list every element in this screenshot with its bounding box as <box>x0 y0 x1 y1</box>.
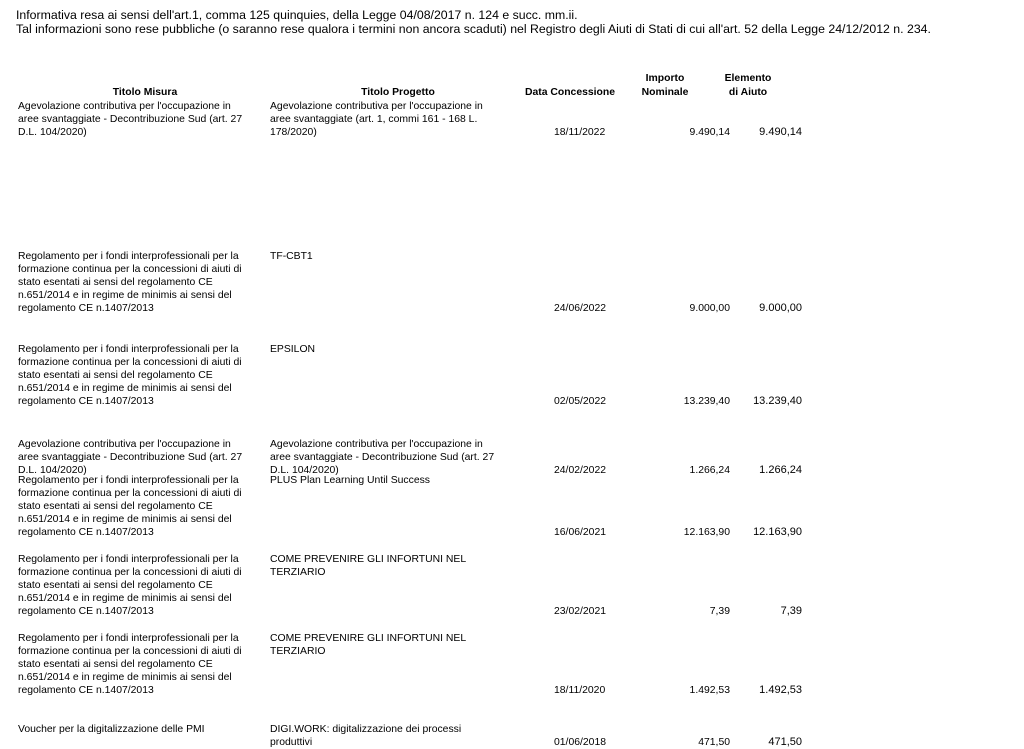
cell-importo-nominale: 471,50 <box>698 737 730 748</box>
cell-titolo-misura <box>18 100 270 139</box>
cell-data-concessione: 01/06/2018 <box>554 737 607 748</box>
cell-titolo-progetto-line: EPSILON <box>270 344 316 355</box>
cell-titolo-misura-line: n.651/2014 e in regime de minimis ai sensi del <box>18 383 232 394</box>
intro-text <box>16 8 931 36</box>
table-row <box>18 438 802 477</box>
table-row <box>18 474 802 539</box>
cell-titolo-progetto-line: aree svantaggiate (art. 1, commi 161 - 168 L. <box>270 114 478 125</box>
cell-titolo-misura-line: stato esentati ai sensi del regolamento CE <box>18 501 213 512</box>
cell-elemento-aiuto: 1.266,24 <box>759 464 802 476</box>
cell-titolo-misura-line: Regolamento per i fondi interprofessionali per la <box>18 251 239 262</box>
cell-elemento-aiuto: 9.490,14 <box>759 126 802 138</box>
cell-data-concessione: 18/11/2020 <box>554 685 606 696</box>
cell-titolo-misura <box>18 723 270 749</box>
cell-titolo-misura-line: aree svantaggiate - Decontribuzione Sud (art. 27 <box>18 452 243 463</box>
intro-line-2: Tal informazioni sono rese pubbliche (o saranno rese qualora i termini non ancora scaduti) nel Registro degli Aiuti di Stati di cui all'art. 52 della Legge 24/12/2012 n. 234. <box>16 22 931 36</box>
cell-titolo-progetto-line: D.L. 104/2020) <box>270 465 339 476</box>
cell-importo-nominale: 7,39 <box>709 606 730 617</box>
header-titolo-misura: Titolo Misura <box>112 87 178 98</box>
cell-titolo-misura-line: n.651/2014 e in regime de minimis ai sensi del <box>18 593 232 604</box>
cell-titolo-misura-line: aree svantaggiate - Decontribuzione Sud (art. 27 <box>18 114 243 125</box>
cell-titolo-misura-line: regolamento CE n.1407/2013 <box>18 685 154 696</box>
cell-titolo-misura-line: Regolamento per i fondi interprofessionali per la <box>18 554 239 565</box>
cell-elemento-aiuto: 471,50 <box>768 736 802 748</box>
cell-titolo-misura-line: formazione continua per la concessioni di aiuti di <box>18 567 242 578</box>
cell-titolo-misura-line: Regolamento per i fondi interprofessionali per la <box>18 475 239 486</box>
cell-titolo-misura-line: stato esentati ai sensi del regolamento CE <box>18 659 213 670</box>
cell-importo-nominale: 9.000,00 <box>689 303 730 314</box>
cell-titolo-progetto-line: COME PREVENIRE GLI INFORTUNI NEL TERZIARIO <box>270 554 466 578</box>
cell-titolo-misura-line: n.651/2014 e in regime de minimis ai sensi del <box>18 290 232 301</box>
cell-titolo-progetto <box>270 553 520 618</box>
cell-titolo-progetto <box>270 100 520 139</box>
cell-titolo-progetto-line: PLUS Plan Learning Until Success <box>270 475 430 486</box>
cell-titolo-progetto-line: aree svantaggiate - Decontribuzione Sud (art. 27 <box>270 452 495 463</box>
table-row <box>18 632 802 697</box>
cell-titolo-misura-line: regolamento CE n.1407/2013 <box>18 606 154 617</box>
cell-titolo-progetto <box>270 438 520 477</box>
cell-titolo-progetto <box>270 632 520 697</box>
table-row <box>18 100 802 139</box>
cell-titolo-misura <box>18 343 270 408</box>
cell-titolo-progetto <box>270 723 520 749</box>
cell-titolo-misura-line: formazione continua per la concessioni di aiuti di <box>18 264 242 275</box>
cell-titolo-misura-line: Regolamento per i fondi interprofessionali per la <box>18 633 239 644</box>
cell-importo-nominale: 1.266,24 <box>689 465 730 476</box>
cell-titolo-misura-line: regolamento CE n.1407/2013 <box>18 303 154 314</box>
cell-titolo-progetto <box>270 474 520 539</box>
cell-titolo-misura-line: formazione continua per la concessioni di aiuti di <box>18 488 242 499</box>
cell-elemento-aiuto: 13.239,40 <box>753 395 802 407</box>
cell-titolo-misura <box>18 438 270 477</box>
cell-data-concessione: 02/05/2022 <box>554 396 607 407</box>
cell-titolo-misura-line: Agevolazione contributiva per l'occupazione in <box>18 439 231 450</box>
intro-line-1: Informativa resa ai sensi dell'art.1, comma 125 quinquies, della Legge 04/08/2017 n. 124 e succ. mm.ii. <box>16 8 578 22</box>
cell-titolo-misura-line: regolamento CE n.1407/2013 <box>18 527 154 538</box>
cell-titolo-misura-line: stato esentati ai sensi del regolamento CE <box>18 277 213 288</box>
header-elemento-aiuto-text: Elemento di Aiuto <box>724 73 772 98</box>
cell-titolo-misura <box>18 553 270 618</box>
cell-titolo-misura-line: regolamento CE n.1407/2013 <box>18 396 154 407</box>
table-row <box>18 723 802 749</box>
cell-titolo-progetto-line: DIGI.WORK: digitalizzazione dei processi <box>270 724 462 735</box>
cell-titolo-misura-line: n.651/2014 e in regime de minimis ai sensi del <box>18 514 232 525</box>
header-titolo-progetto: Titolo Progetto <box>361 87 435 98</box>
cell-titolo-misura-line: formazione continua per la concessioni di aiuti di <box>18 646 242 657</box>
cell-data-concessione: 24/06/2022 <box>554 303 607 314</box>
header-elemento-aiuto <box>708 73 788 98</box>
header-data-concessione: Data Concessione <box>524 87 616 98</box>
cell-data-concessione: 18/11/2022 <box>554 127 606 138</box>
cell-titolo-progetto-line: TF-CBT1 <box>270 251 313 262</box>
cell-importo-nominale: 9.490,14 <box>689 127 730 138</box>
cell-titolo-progetto-line: produttivi <box>270 737 313 748</box>
cell-titolo-misura-line: Agevolazione contributiva per l'occupazione in <box>18 101 231 112</box>
header-importo-nominale <box>630 73 700 98</box>
cell-titolo-progetto <box>270 343 520 408</box>
cell-importo-nominale: 1.492,53 <box>689 685 730 696</box>
cell-titolo-progetto-line: Agevolazione contributiva per l'occupazione in <box>270 439 483 450</box>
cell-titolo-misura-line: Regolamento per i fondi interprofessionali per la <box>18 344 239 355</box>
cell-elemento-aiuto: 1.492,53 <box>759 684 802 696</box>
cell-titolo-misura <box>18 632 270 697</box>
cell-titolo-progetto-line: 178/2020) <box>270 127 317 138</box>
table-row <box>18 250 802 315</box>
cell-titolo-progetto-line: Agevolazione contributiva per l'occupazione in <box>270 101 483 112</box>
cell-titolo-misura-line: Voucher per la digitalizzazione delle PMI <box>18 724 205 735</box>
cell-data-concessione: 16/06/2021 <box>554 527 607 538</box>
cell-importo-nominale: 13.239,40 <box>683 396 730 407</box>
cell-elemento-aiuto: 7,39 <box>780 605 802 617</box>
cell-importo-nominale: 12.163,90 <box>683 527 730 538</box>
cell-elemento-aiuto: 9.000,00 <box>759 302 802 314</box>
cell-titolo-misura-line: n.651/2014 e in regime de minimis ai sensi del <box>18 672 232 683</box>
cell-titolo-progetto-line: COME PREVENIRE GLI INFORTUNI NEL TERZIARIO <box>270 633 466 657</box>
table-row <box>18 343 802 408</box>
cell-titolo-misura-line: D.L. 104/2020) <box>18 465 87 476</box>
cell-titolo-misura-line: stato esentati ai sensi del regolamento CE <box>18 580 213 591</box>
header-importo-nominale-text: Importo Nominale <box>641 73 689 98</box>
cell-titolo-progetto <box>270 250 520 315</box>
cell-titolo-misura-line: stato esentati ai sensi del regolamento CE <box>18 370 213 381</box>
cell-titolo-misura <box>18 474 270 539</box>
table-row <box>18 553 802 618</box>
cell-titolo-misura-line: formazione continua per la concessioni di aiuti di <box>18 357 242 368</box>
cell-titolo-misura-line: D.L. 104/2020) <box>18 127 87 138</box>
cell-elemento-aiuto: 12.163,90 <box>753 526 802 538</box>
cell-data-concessione: 24/02/2022 <box>554 465 607 476</box>
cell-data-concessione: 23/02/2021 <box>554 606 607 617</box>
cell-titolo-misura <box>18 250 270 315</box>
